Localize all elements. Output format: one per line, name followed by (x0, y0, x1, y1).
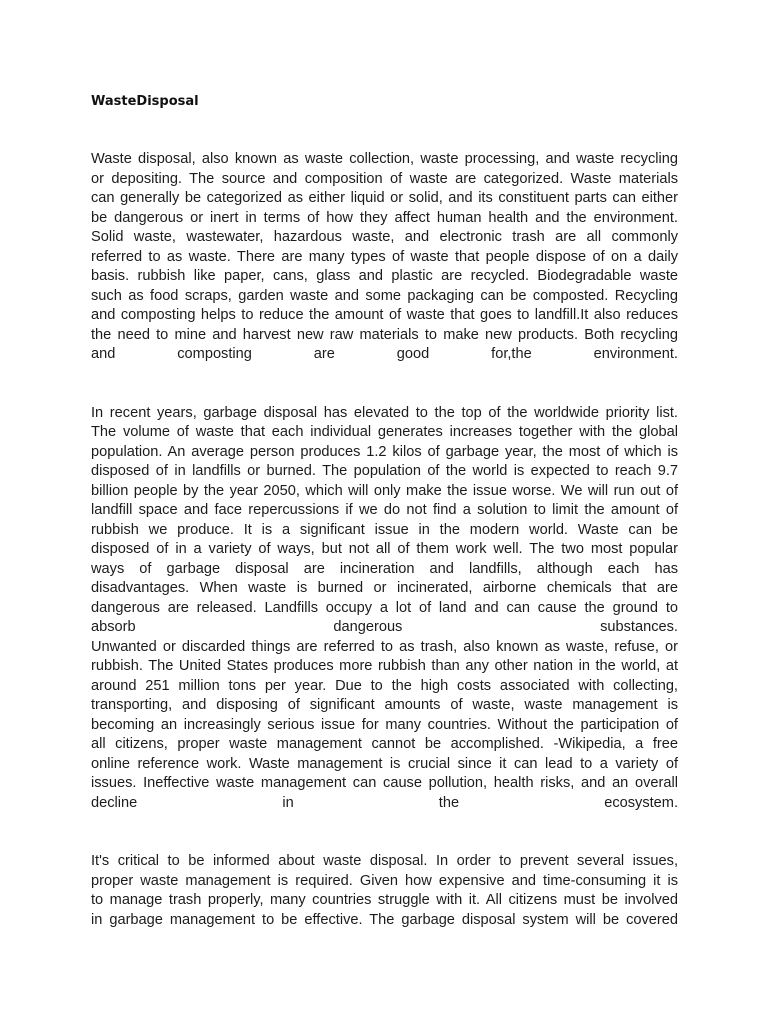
paragraph-line: In recent years, garbage disposal has elevated to the top of the worldwide priority list. (91, 404, 678, 421)
paragraph-line: disposed of in landfills or burned. The population of the world is expected to reach 9.7 (91, 463, 678, 479)
paragraph-line: landfill space and face repercussions if we do not find a solution to limit the amount of (91, 502, 678, 518)
paragraph-line: basis. rubbish like paper, cans, glass and plastic are recycled. Biodegradable waste (91, 268, 678, 284)
paragraph-line: disposed of in a variety of ways, but not all of them work well. The two most popular (91, 541, 678, 557)
paragraph-line: rubbish. The United States produces more rubbish than any other nation in the world, at (91, 658, 678, 674)
paragraph-line: referred to as waste. There are many types of waste that people dispose of on a daily (91, 248, 678, 265)
paragraph-line: rubbish we produce. It is a significant issue in the modern world. Waste can be (91, 521, 678, 538)
paragraph-line: and composting are good for,the environment. (91, 346, 678, 362)
paragraph-line: in garbage management to be effective. The garbage disposal system will be covered (91, 911, 678, 928)
paragraph-line: can generally be categorized as either liquid or solid, and its constituent parts can either (91, 190, 678, 206)
paragraph-line: such as food scraps, garden waste and some packaging can be composted. Recycling (91, 287, 678, 304)
paragraph-line: decline in the ecosystem. (91, 794, 678, 811)
paragraph-line: all citizens, proper waste management cannot be accomplished. -Wikipedia, a free (91, 736, 678, 752)
paragraph-line: population. An average person produces 1.2 kilos of garbage year, the most of which is (91, 443, 678, 460)
paragraph-line: Unwanted or discarded things are referred to as trash, also known as waste, refuse, or (91, 638, 678, 655)
paragraph-line: becoming an increasingly serious issue for many countries. Without the participation of (91, 716, 678, 733)
paragraph-line: absorb dangerous substances. (91, 619, 678, 635)
paragraph-line: to manage trash properly, many countries struggle with it. All citizens must be involved (91, 892, 678, 908)
paragraph-line: transporting, and disposing of significant amounts of waste, waste management is (91, 697, 678, 713)
paragraph-garbage-disposal-priority (91, 404, 678, 814)
paragraph-line: billion people by the year 2050, which will only make the issue worse. We will run out of (91, 482, 678, 499)
paragraph-line: disadvantages. When waste is burned or incinerated, airborne chemicals that are (91, 580, 678, 596)
paragraph-line: and composting helps to reduce the amount of waste that goes to landfill.It also reduces (91, 307, 678, 323)
paragraph-line: online reference work. Waste management is crucial since it can lead to a variety of (91, 755, 678, 772)
document-body (91, 150, 678, 930)
paragraph-line: the need to mine and harvest new raw materials to make new products. Both recycling (91, 326, 678, 343)
paragraph-line: Solid waste, wastewater, hazardous waste, and electronic trash are all commonly (91, 229, 678, 245)
paragraph-waste-disposal-intro (91, 150, 678, 365)
document-title: WasteDisposal (91, 94, 199, 109)
paragraph-line: ways of garbage disposal are incineration and landfills, although each has (91, 560, 678, 577)
paragraph-informed-waste-disposal (91, 852, 678, 930)
paragraph-line: be dangerous or inert in terms of how they affect human health and the environment. (91, 209, 678, 226)
paragraph-line: or depositing. The source and composition of waste are categorized. Waste materials (91, 170, 678, 187)
paragraph-line: The volume of waste that each individual generates increases together with the global (91, 424, 678, 440)
paragraph-line: issues. Ineffective waste management can cause pollution, health risks, and an overall (91, 775, 678, 791)
paragraph-line: Waste disposal, also known as waste collection, waste processing, and waste recycling (91, 151, 678, 167)
paragraph-line: proper waste management is required. Given how expensive and time-consuming it is (91, 872, 678, 889)
paragraph-line: dangerous are released. Landfills occupy a lot of land and can cause the ground to (91, 599, 678, 616)
paragraph-line: around 251 million tons per year. Due to the high costs associated with collecting, (91, 677, 678, 694)
paragraph-line: It's critical to be informed about waste disposal. In order to prevent several issues, (91, 853, 678, 869)
